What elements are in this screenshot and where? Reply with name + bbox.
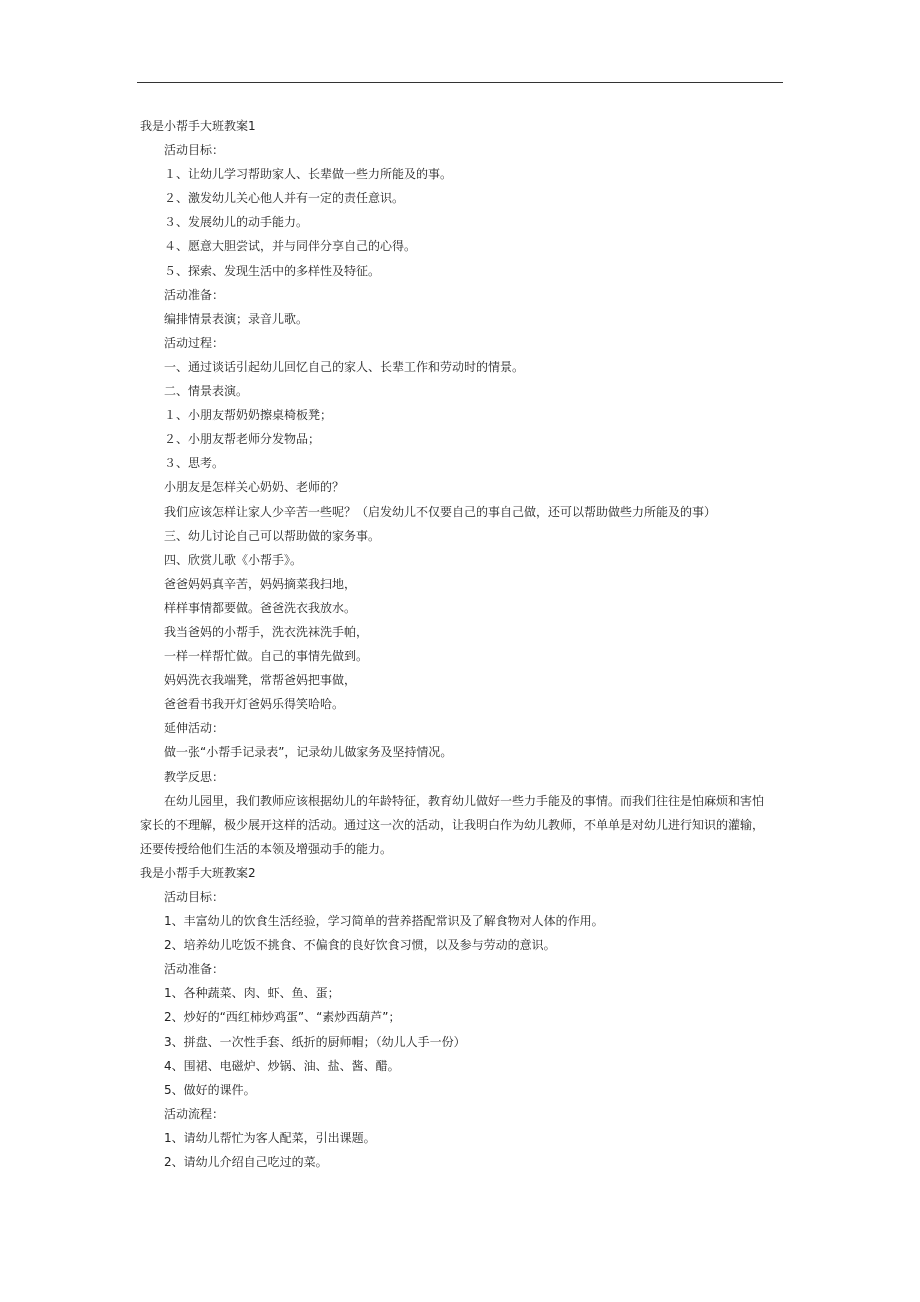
plan1-reflection-line: 还要传授给他们生活的本领及增强动手的能力。: [140, 841, 393, 856]
plan2-prep-heading: 活动准备：: [164, 962, 225, 977]
plan2-goal: 1、丰富幼儿的饮食生活经验，学习简单的营养搭配常识及了解食物对人体的作用。: [164, 914, 604, 929]
plan2-goals-heading: 活动目标：: [164, 890, 225, 904]
plan2-process-step: 1、请幼儿帮忙为客人配菜，引出课题。: [164, 1130, 376, 1145]
plan1-title: 我是小帮手大班教案1: [140, 119, 256, 133]
header-rule: [137, 82, 783, 83]
plan1-prep-heading: 活动准备：: [164, 287, 225, 302]
poem-line: 一样一样帮忙做。自己的事情先做到。: [164, 649, 369, 664]
plan1-process-step: ２、小朋友帮老师分发物品；: [164, 432, 321, 447]
plan2-process-heading: 活动流程：: [164, 1106, 225, 1121]
plan2-prep-item: 4、围裙、电磁炉、炒锅、油、盐、酱、醋。: [164, 1058, 400, 1073]
plan1-goal: １、让幼儿学习帮助家人、长辈做一些力所能及的事。: [164, 167, 453, 182]
poem-line: 样样事情都要做。爸爸洗衣我放水。: [164, 600, 357, 615]
plan2-goal: 2、培养幼儿吃饭不挑食、不偏食的良好饮食习惯，以及参与劳动的意识。: [164, 938, 556, 953]
poem-line: 我当爸妈的小帮手，洗衣洗袜洗手帕，: [164, 624, 369, 639]
plan2-prep-item: 1、各种蔬菜、肉、虾、鱼、蛋；: [164, 986, 340, 1001]
poem-line: 爸爸妈妈真辛苦，妈妈摘菜我扫地，: [164, 576, 357, 591]
plan1-extension-heading: 延伸活动：: [164, 721, 225, 736]
plan1-process-step: 小朋友是怎样关心奶奶、老师的？: [164, 480, 345, 495]
plan1-goals-heading: 活动目标：: [164, 143, 225, 158]
plan1-extension: 做一张“小帮手记录表”，记录幼儿做家务及坚持情况。: [164, 745, 453, 760]
plan1-prep: 编排情景表演；录音儿歌。: [164, 311, 309, 326]
plan1-process-step: 一、通过谈话引起幼儿回忆自己的家人、长辈工作和劳动时的情景。: [164, 359, 525, 374]
plan1-process-step: ３、思考。: [164, 456, 225, 471]
plan1-reflection-line: 家长的不理解，极少展开这样的活动。通过这一次的活动，让我明白作为幼儿教师，不单单是对幼儿进行知识的灌输，: [140, 817, 765, 832]
plan2-prep-item: 3、拼盘、一次性手套、纸折的厨师帽；（幼儿人手一份）: [164, 1034, 466, 1049]
plan1-goal: ２、激发幼儿关心他人并有一定的责任意识。: [164, 191, 405, 206]
plan2-prep-item: 5、做好的课件。: [164, 1082, 256, 1097]
plan1-process-step: １、小朋友帮奶奶擦桌椅板凳；: [164, 408, 333, 423]
poem-line: 爸爸看书我开灯爸妈乐得笑哈哈。: [164, 697, 345, 712]
poem-line: 妈妈洗衣我端凳，常帮爸妈把事做，: [164, 673, 357, 688]
plan1-process-step: 四、欣赏儿歌《小帮手》。: [164, 552, 303, 567]
plan1-reflection-line: 在幼儿园里，我们教师应该根据幼儿的年龄特征，教育幼儿做好一些力手能及的事情。而我们往往是怕麻烦和害怕: [164, 793, 765, 808]
plan1-process-heading: 活动过程：: [164, 335, 225, 350]
plan1-reflection-heading: 教学反思：: [164, 769, 225, 784]
document-body: [140, 114, 788, 1174]
plan1-goal: ４、愿意大胆尝试，并与同伴分享自己的心得。: [164, 239, 417, 254]
plan2-title: 我是小帮手大班教案2: [140, 865, 256, 880]
plan1-process-step: 三、幼儿讨论自己可以帮助做的家务事。: [164, 528, 381, 543]
plan2-prep-item: 2、炒好的“西红柿炒鸡蛋”、“素炒西葫芦”；: [164, 1010, 401, 1025]
plan1-process-step: 我们应该怎样让家人少辛苦一些呢？（启发幼儿不仅要自己的事自己做，还可以帮助做些力所能及的事）: [164, 504, 717, 519]
plan2-process-step: 2、请幼儿介绍自己吃过的菜。: [164, 1155, 328, 1170]
plan1-goal: ３、发展幼儿的动手能力。: [164, 215, 309, 230]
plan1-process-step: 二、情景表演。: [164, 384, 249, 399]
plan1-goal: ５、探索、发现生活中的多样性及特征。: [164, 263, 381, 278]
